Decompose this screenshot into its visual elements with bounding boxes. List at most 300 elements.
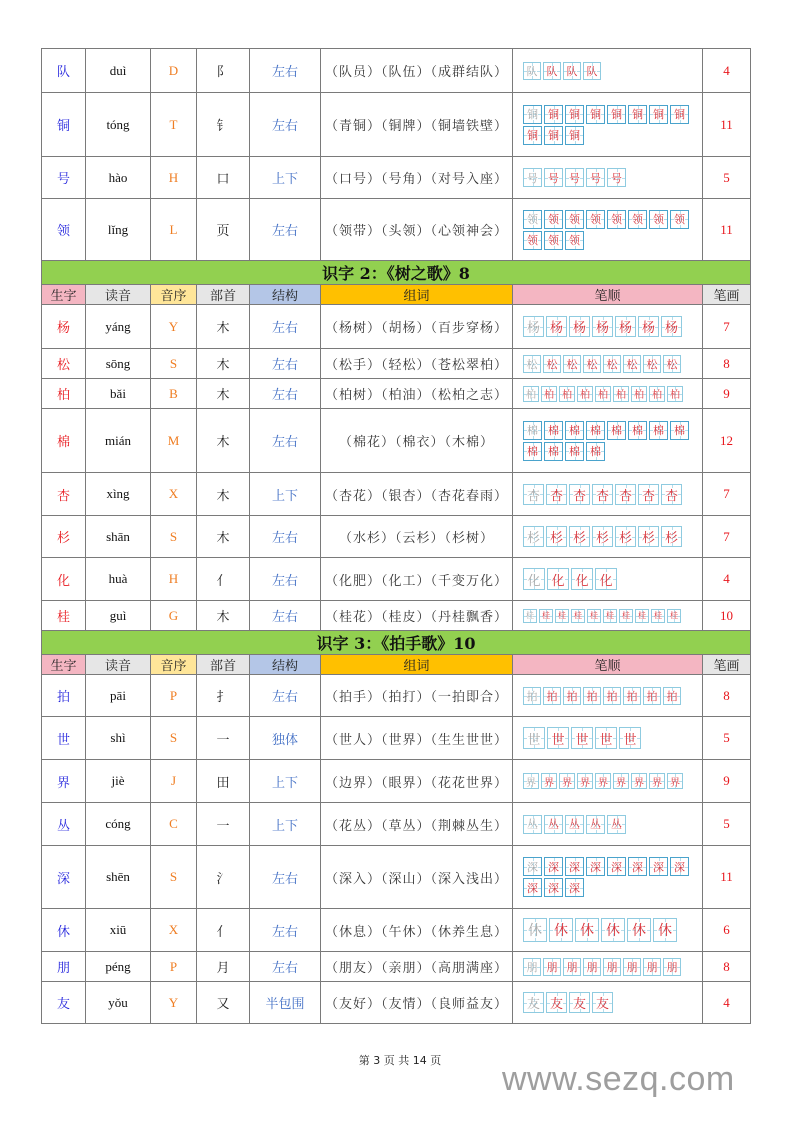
stroke-order <box>513 349 703 379</box>
phonetic-order: L <box>151 199 197 261</box>
stroke-step-box <box>607 210 626 229</box>
stroke-step-box <box>651 609 665 623</box>
stroke-step-box <box>559 773 575 789</box>
stroke-step-box <box>595 568 617 590</box>
stroke-step-glyph: 友 <box>549 997 563 1012</box>
stroke-step-glyph: 号 <box>527 171 538 185</box>
phonetic-order: J <box>151 760 197 803</box>
stroke-step-glyph: 柏 <box>670 390 680 401</box>
stroke-count: 12 <box>703 409 751 473</box>
stroke-step-box <box>547 727 569 749</box>
phonetic-order: S <box>151 717 197 760</box>
stroke-step-glyph: 杏 <box>572 488 586 504</box>
word-examples: （领带）（头领）（心领神会） <box>321 199 513 261</box>
word-examples: （青铜）（铜牌）（铜墙铁壁） <box>321 93 513 157</box>
stroke-step-glyph: 桂 <box>542 611 550 620</box>
stroke-step-box <box>663 355 681 373</box>
stroke-step-glyph: 休 <box>580 923 594 939</box>
stroke-step-glyph: 杏 <box>595 488 609 504</box>
stroke-step-box <box>565 105 584 124</box>
stroke-step-box <box>643 355 661 373</box>
new-character: 拍 <box>42 675 86 717</box>
new-character: 棉 <box>42 409 86 473</box>
stroke-step-glyph: 界 <box>562 777 572 789</box>
stroke-step-box <box>661 484 682 505</box>
radical: 木 <box>197 379 250 409</box>
stroke-step-glyph: 桂 <box>638 611 646 620</box>
phonetic-order: C <box>151 803 197 846</box>
table-row <box>42 473 751 516</box>
word-examples: （深入）（深山）（深入浅出） <box>321 846 513 909</box>
stroke-step-box <box>631 386 647 402</box>
pinyin: xìng <box>86 473 151 516</box>
stroke-step-glyph: 棉 <box>590 445 601 458</box>
stroke-order <box>513 803 703 846</box>
structure: 上下 <box>250 157 321 199</box>
column-header: 组词 <box>321 285 513 305</box>
stroke-step-glyph: 铜 <box>611 108 622 121</box>
stroke-step-glyph: 铜 <box>653 108 664 121</box>
pinyin: xiū <box>86 909 151 952</box>
stroke-step-box <box>583 62 601 80</box>
section-title: 识字 3：《拍手歌》10 <box>42 631 751 655</box>
column-header: 笔顺 <box>513 655 703 675</box>
column-header: 生字 <box>42 285 86 305</box>
stroke-step-glyph: 深 <box>548 881 559 895</box>
radical: 氵 <box>197 846 250 909</box>
pinyin: shì <box>86 717 151 760</box>
structure: 左右 <box>250 601 321 631</box>
stroke-step-glyph: 深 <box>527 881 538 895</box>
new-character: 松 <box>42 349 86 379</box>
phonetic-order: G <box>151 601 197 631</box>
stroke-step-box <box>586 210 605 229</box>
stroke-step-box <box>575 918 599 942</box>
radical: 木 <box>197 516 250 558</box>
stroke-order-grid <box>523 857 693 897</box>
stroke-order <box>513 93 703 157</box>
stroke-step-glyph: 松 <box>626 357 638 371</box>
structure: 左右 <box>250 379 321 409</box>
stroke-step-glyph: 铜 <box>590 108 601 121</box>
section-title-row <box>42 261 751 285</box>
stroke-step-box <box>592 316 613 337</box>
stroke-step-glyph: 号 <box>611 171 622 185</box>
word-examples: （朋友）（亲朋）（高朋满座） <box>321 952 513 982</box>
new-character: 杏 <box>42 473 86 516</box>
stroke-step-glyph: 深 <box>569 881 580 895</box>
stroke-step-box <box>523 857 542 876</box>
stroke-step-glyph: 杨 <box>641 321 655 336</box>
stroke-step-box <box>586 815 605 834</box>
stroke-step-box <box>595 386 611 402</box>
table-row <box>42 157 751 199</box>
stroke-step-glyph: 杨 <box>572 321 586 336</box>
phonetic-order: P <box>151 675 197 717</box>
stroke-step-box <box>549 918 573 942</box>
stroke-step-box <box>627 918 651 942</box>
stroke-order-grid <box>523 210 693 250</box>
stroke-step-glyph: 杉 <box>526 531 540 546</box>
stroke-step-glyph: 界 <box>616 777 626 789</box>
phonetic-order: D <box>151 49 197 93</box>
stroke-step-box <box>649 421 668 440</box>
stroke-step-box <box>638 316 659 337</box>
stroke-step-box <box>670 421 689 440</box>
structure: 左右 <box>250 199 321 261</box>
stroke-step-box <box>586 168 605 187</box>
table-row <box>42 803 751 846</box>
stroke-step-glyph: 桂 <box>526 611 534 620</box>
stroke-step-box <box>607 421 626 440</box>
column-header: 笔画 <box>703 655 751 675</box>
stroke-step-glyph: 领 <box>674 213 685 226</box>
stroke-order <box>513 601 703 631</box>
stroke-step-box <box>565 421 584 440</box>
table-row <box>42 409 751 473</box>
stroke-step-box <box>667 773 683 789</box>
stroke-step-box <box>523 878 542 897</box>
stroke-step-box <box>631 773 647 789</box>
stroke-count: 4 <box>703 982 751 1024</box>
pinyin: péng <box>86 952 151 982</box>
stroke-step-glyph: 桂 <box>670 611 678 620</box>
stroke-step-box <box>619 609 633 623</box>
stroke-step-box <box>586 105 605 124</box>
table-row <box>42 717 751 760</box>
stroke-step-box <box>603 687 621 705</box>
stroke-count: 7 <box>703 473 751 516</box>
stroke-order-grid <box>523 105 693 145</box>
stroke-step-box <box>619 727 641 749</box>
stroke-step-glyph: 铜 <box>569 129 580 142</box>
radical: 月 <box>197 952 250 982</box>
pinyin: bǎi <box>86 379 151 409</box>
stroke-step-glyph: 领 <box>527 234 538 247</box>
stroke-step-box <box>615 526 636 547</box>
stroke-count: 8 <box>703 675 751 717</box>
new-character: 杉 <box>42 516 86 558</box>
stroke-step-glyph: 拍 <box>606 689 618 703</box>
stroke-step-glyph: 世 <box>575 732 589 748</box>
stroke-step-glyph: 友 <box>595 997 609 1012</box>
stroke-step-glyph: 铜 <box>527 129 538 142</box>
stroke-order <box>513 157 703 199</box>
stroke-step-glyph: 拍 <box>626 689 638 703</box>
stroke-step-box <box>628 105 647 124</box>
structure: 上下 <box>250 803 321 846</box>
stroke-step-box <box>523 992 544 1013</box>
phonetic-order: Y <box>151 305 197 349</box>
stroke-step-box <box>547 568 569 590</box>
structure: 左右 <box>250 846 321 909</box>
stroke-step-glyph: 领 <box>569 213 580 226</box>
stroke-order <box>513 717 703 760</box>
stroke-step-glyph: 杉 <box>572 531 586 546</box>
stroke-step-box <box>667 386 683 402</box>
stroke-step-glyph: 界 <box>544 777 554 789</box>
stroke-step-box <box>586 442 605 461</box>
stroke-order-grid <box>523 421 693 461</box>
stroke-step-box <box>649 105 668 124</box>
structure: 左右 <box>250 909 321 952</box>
column-header: 音序 <box>151 655 197 675</box>
column-header: 结构 <box>250 285 321 305</box>
table-row <box>42 846 751 909</box>
stroke-order-grid <box>523 815 693 834</box>
column-header: 组词 <box>321 655 513 675</box>
pinyin: pāi <box>86 675 151 717</box>
stroke-order-grid <box>523 484 693 505</box>
stroke-step-glyph: 棉 <box>653 424 664 437</box>
stroke-step-glyph: 丛 <box>590 818 601 831</box>
stroke-step-glyph: 深 <box>548 860 559 874</box>
stroke-step-glyph: 休 <box>606 923 620 939</box>
stroke-order <box>513 516 703 558</box>
stroke-step-box <box>628 210 647 229</box>
stroke-step-box <box>523 918 547 942</box>
stroke-step-glyph: 棉 <box>674 424 685 437</box>
stroke-count: 6 <box>703 909 751 952</box>
stroke-step-box <box>583 355 601 373</box>
stroke-step-glyph: 丛 <box>569 818 580 831</box>
stroke-step-box <box>563 355 581 373</box>
stroke-step-glyph: 棉 <box>590 424 601 437</box>
column-header: 生字 <box>42 655 86 675</box>
new-character: 朋 <box>42 952 86 982</box>
stroke-step-box <box>559 386 575 402</box>
stroke-step-glyph: 化 <box>575 573 589 589</box>
word-examples: （水杉）（云杉）（杉树） <box>321 516 513 558</box>
stroke-step-glyph: 深 <box>527 860 538 874</box>
stroke-step-glyph: 铜 <box>527 108 538 121</box>
section-title-row <box>42 631 751 655</box>
radical: 亻 <box>197 909 250 952</box>
stroke-order-grid <box>523 168 693 187</box>
stroke-step-box <box>565 168 584 187</box>
stroke-step-glyph: 杉 <box>664 531 678 546</box>
stroke-step-glyph: 松 <box>666 357 678 371</box>
stroke-step-box <box>543 958 561 976</box>
stroke-step-glyph: 柏 <box>562 390 572 401</box>
stroke-step-glyph: 化 <box>599 573 613 589</box>
stroke-step-glyph: 朋 <box>666 960 678 974</box>
stroke-order <box>513 760 703 803</box>
stroke-step-box <box>661 316 682 337</box>
stroke-step-glyph: 杏 <box>641 488 655 504</box>
stroke-step-box <box>523 316 544 337</box>
stroke-count: 9 <box>703 379 751 409</box>
stroke-step-glyph: 界 <box>580 777 590 789</box>
stroke-step-glyph: 朋 <box>586 960 598 974</box>
phonetic-order: X <box>151 909 197 952</box>
stroke-step-glyph: 柏 <box>652 390 662 401</box>
stroke-step-glyph: 号 <box>569 171 580 185</box>
stroke-step-box <box>523 609 537 623</box>
stroke-step-glyph: 柏 <box>616 390 626 401</box>
table-row <box>42 93 751 157</box>
stroke-step-glyph: 朋 <box>646 960 658 974</box>
stroke-step-box <box>543 355 561 373</box>
stroke-step-glyph: 拍 <box>526 689 538 703</box>
stroke-step-box <box>661 526 682 547</box>
stroke-step-box <box>623 355 641 373</box>
stroke-count: 5 <box>703 717 751 760</box>
stroke-step-glyph: 友 <box>572 997 586 1012</box>
stroke-step-box <box>546 484 567 505</box>
radical: 钅 <box>197 93 250 157</box>
stroke-step-glyph: 棉 <box>632 424 643 437</box>
table-row <box>42 909 751 952</box>
stroke-step-glyph: 桂 <box>654 611 662 620</box>
stroke-step-box <box>555 609 569 623</box>
phonetic-order: M <box>151 409 197 473</box>
stroke-step-box <box>565 857 584 876</box>
stroke-step-glyph: 休 <box>528 923 542 939</box>
stroke-step-box <box>544 105 563 124</box>
stroke-step-glyph: 棉 <box>527 445 538 458</box>
stroke-step-box <box>541 386 557 402</box>
stroke-step-glyph: 化 <box>527 573 541 589</box>
stroke-step-glyph: 友 <box>526 997 540 1012</box>
stroke-step-box <box>607 857 626 876</box>
new-character: 休 <box>42 909 86 952</box>
stroke-step-glyph: 拍 <box>646 689 658 703</box>
stroke-step-box <box>523 210 542 229</box>
stroke-step-glyph: 棉 <box>527 424 538 437</box>
page-number: 第 3 页 共 14 页 <box>358 1054 442 1067</box>
stroke-step-glyph: 深 <box>674 860 685 874</box>
stroke-step-box <box>523 687 541 705</box>
structure: 左右 <box>250 558 321 601</box>
stroke-step-glyph: 柏 <box>526 390 536 401</box>
word-examples: （桂花）（桂皮）（丹桂飘香） <box>321 601 513 631</box>
stroke-step-box <box>523 526 544 547</box>
stroke-step-box <box>587 609 601 623</box>
structure: 半包围 <box>250 982 321 1024</box>
stroke-count: 5 <box>703 157 751 199</box>
stroke-step-glyph: 杉 <box>549 531 563 546</box>
stroke-order-grid <box>523 687 693 705</box>
phonetic-order: S <box>151 516 197 558</box>
structure: 左右 <box>250 49 321 93</box>
watermark: www.sezq.com <box>502 1060 735 1098</box>
stroke-step-box <box>583 687 601 705</box>
radical: 田 <box>197 760 250 803</box>
stroke-step-box <box>670 105 689 124</box>
stroke-step-glyph: 松 <box>586 357 598 371</box>
word-examples: （友好）（友情）（良师益友） <box>321 982 513 1024</box>
pinyin: yáng <box>86 305 151 349</box>
structure: 独体 <box>250 717 321 760</box>
table-row <box>42 49 751 93</box>
stroke-step-glyph: 朋 <box>606 960 618 974</box>
stroke-step-glyph: 杨 <box>526 321 540 336</box>
stroke-step-glyph: 桂 <box>606 611 614 620</box>
stroke-order <box>513 473 703 516</box>
stroke-step-box <box>563 687 581 705</box>
stroke-step-glyph: 杉 <box>641 531 655 546</box>
stroke-step-glyph: 拍 <box>566 689 578 703</box>
stroke-step-glyph: 领 <box>653 213 664 226</box>
stroke-step-box <box>565 210 584 229</box>
stroke-step-box <box>628 421 647 440</box>
structure: 上下 <box>250 473 321 516</box>
stroke-order-grid <box>523 568 693 590</box>
stroke-step-box <box>623 687 641 705</box>
radical: 木 <box>197 305 250 349</box>
word-examples: （杨树）（胡杨）（百步穿杨） <box>321 305 513 349</box>
stroke-count: 11 <box>703 93 751 157</box>
stroke-step-glyph: 深 <box>569 860 580 874</box>
phonetic-order: Y <box>151 982 197 1024</box>
stroke-step-box <box>539 609 553 623</box>
stroke-step-glyph: 杉 <box>618 531 632 546</box>
stroke-step-box <box>523 958 541 976</box>
stroke-step-box <box>523 568 545 590</box>
structure: 左右 <box>250 516 321 558</box>
stroke-step-glyph: 休 <box>658 923 672 939</box>
stroke-step-glyph: 领 <box>611 213 622 226</box>
stroke-step-box <box>544 421 563 440</box>
stroke-step-glyph: 杨 <box>595 321 609 336</box>
stroke-order-grid <box>523 727 693 749</box>
stroke-step-box <box>544 815 563 834</box>
stroke-step-glyph: 深 <box>653 860 664 874</box>
stroke-order <box>513 379 703 409</box>
stroke-step-box <box>544 442 563 461</box>
phonetic-order: H <box>151 558 197 601</box>
new-character: 铜 <box>42 93 86 157</box>
stroke-step-glyph: 界 <box>670 777 680 789</box>
new-character: 号 <box>42 157 86 199</box>
stroke-step-box <box>544 878 563 897</box>
stroke-order <box>513 49 703 93</box>
word-examples: （花丛）（草丛）（荆棘丛生） <box>321 803 513 846</box>
pinyin: guì <box>86 601 151 631</box>
stroke-step-glyph: 世 <box>599 732 613 748</box>
stroke-step-glyph: 铜 <box>569 108 580 121</box>
new-character: 杨 <box>42 305 86 349</box>
stroke-step-box <box>607 815 626 834</box>
stroke-step-box <box>546 316 567 337</box>
structure: 左右 <box>250 952 321 982</box>
stroke-step-box <box>670 210 689 229</box>
stroke-step-box <box>541 773 557 789</box>
stroke-step-box <box>565 878 584 897</box>
pinyin: lǐng <box>86 199 151 261</box>
stroke-step-glyph: 领 <box>527 213 538 226</box>
stroke-step-glyph: 棉 <box>611 424 622 437</box>
pinyin: mián <box>86 409 151 473</box>
radical: 木 <box>197 349 250 379</box>
stroke-step-box <box>592 992 613 1013</box>
stroke-step-box <box>628 857 647 876</box>
stroke-count: 5 <box>703 803 751 846</box>
column-header: 笔画 <box>703 285 751 305</box>
stroke-order-grid <box>523 918 693 942</box>
stroke-count: 11 <box>703 846 751 909</box>
column-header: 音序 <box>151 285 197 305</box>
table-row <box>42 379 751 409</box>
radical: 扌 <box>197 675 250 717</box>
radical: 口 <box>197 157 250 199</box>
stroke-step-box <box>613 773 629 789</box>
stroke-step-box <box>571 568 593 590</box>
stroke-step-box <box>565 231 584 250</box>
stroke-step-box <box>586 857 605 876</box>
stroke-step-box <box>615 316 636 337</box>
